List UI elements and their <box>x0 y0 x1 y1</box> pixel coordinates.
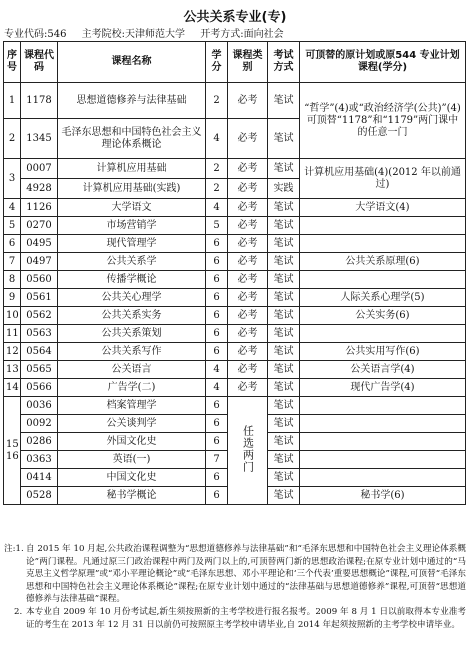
cell-replace: 公共实用写作(6) <box>300 343 466 361</box>
cell-credit: 6 <box>206 487 228 505</box>
cell-name: 公关谈判学 <box>58 415 206 433</box>
cell-exam: 笔试 <box>268 83 300 119</box>
cell-name: 市场营销学 <box>58 217 206 235</box>
header-row <box>4 42 466 83</box>
cell-code: 0563 <box>21 325 58 343</box>
cell-category: 必考 <box>228 289 268 307</box>
cell-credit: 2 <box>206 179 228 199</box>
cell-credit: 6 <box>206 415 228 433</box>
cell-category: 必考 <box>228 179 268 199</box>
cell-seq: 12 <box>4 343 21 361</box>
cell-seq: 11 <box>4 325 21 343</box>
cell-code: 0007 <box>21 159 58 179</box>
header-replace: 可顶替的原计划或原544 专业计划课程(学分) <box>300 42 466 83</box>
cell-category-elective <box>228 397 268 505</box>
cell-seq: 6 <box>4 235 21 253</box>
table-row <box>4 235 466 253</box>
cell-credit: 5 <box>206 217 228 235</box>
cell-name: 公共关心理学 <box>58 289 206 307</box>
cell-code: 0414 <box>21 469 58 487</box>
course-table <box>3 41 466 505</box>
cell-credit: 6 <box>206 397 228 415</box>
cell-credit: 7 <box>206 451 228 469</box>
cell-replace <box>300 235 466 253</box>
cell-replace <box>300 325 466 343</box>
cell-category: 必考 <box>228 235 268 253</box>
table-row <box>4 199 466 217</box>
exam-mode: 开考方式:面向社会 <box>200 29 284 40</box>
cell-code: 0286 <box>21 433 58 451</box>
cell-replace <box>300 397 466 415</box>
cell-code: 0562 <box>21 307 58 325</box>
cell-exam: 笔试 <box>268 325 300 343</box>
cell-category: 必考 <box>228 307 268 325</box>
cell-code: 0497 <box>21 253 58 271</box>
cell-name: 大学语文 <box>58 199 206 217</box>
cell-replace-merged: 计算机应用基础(4)(2012 年以前通过) <box>300 159 466 199</box>
cell-credit: 6 <box>206 271 228 289</box>
table-row <box>4 397 466 415</box>
table-row <box>4 361 466 379</box>
cell-exam: 笔试 <box>268 451 300 469</box>
cell-replace <box>300 451 466 469</box>
header-name: 课程名称 <box>58 42 206 83</box>
footnote-1 <box>4 543 466 606</box>
cell-code: 0566 <box>21 379 58 397</box>
cell-replace <box>300 433 466 451</box>
cell-exam: 笔试 <box>268 415 300 433</box>
cell-code: 1345 <box>21 119 58 159</box>
cell-name: 中国文化史 <box>58 469 206 487</box>
cell-credit: 2 <box>206 83 228 119</box>
cell-credit: 6 <box>206 289 228 307</box>
cell-credit: 4 <box>206 199 228 217</box>
cell-seq: 10 <box>4 307 21 325</box>
cell-replace <box>300 271 466 289</box>
cell-category: 必考 <box>228 325 268 343</box>
cell-name: 英语(一) <box>58 451 206 469</box>
header-seq: 序号 <box>4 42 21 83</box>
cell-replace: 公关语言学(4) <box>300 361 466 379</box>
header-exam: 考试方式 <box>268 42 300 83</box>
cell-name: 思想道德修养与法律基础 <box>58 83 206 119</box>
cell-code: 1126 <box>21 199 58 217</box>
cell-replace: 秘书学(6) <box>300 487 466 505</box>
header-code: 课程代码 <box>21 42 58 83</box>
table-row <box>4 83 466 119</box>
table-row <box>4 307 466 325</box>
footnote-1-text: 自 2015 年 10 月起,公共政治课程调整为“思想道德修养与法律基础”和“毛泽东思想和中国特色社会主义理论体系概论”两门课程。凡通过原三门政治课程中两门及两门以上的,可顶替两门新的思想政治课程;在原专业计划中通过的“马克思主义哲学原理”或“邓小平理论概论”或“毛泽东思想、邓小平理论和‘三个代表’重要思想概论”课程,可顶替“毛泽东思想和中国特色社会主义理论体系概论”课程;在原专业计划中通过的“法律基础与思想道德修养”课程,可顶替“思想道德修养与法律基础”课程。 <box>26 544 466 605</box>
cell-name: 公共关系实务 <box>58 307 206 325</box>
cell-credit: 6 <box>206 307 228 325</box>
cell-replace <box>300 469 466 487</box>
program-meta <box>4 25 296 40</box>
cell-name: 秘书学概论 <box>58 487 206 505</box>
cell-exam: 笔试 <box>268 235 300 253</box>
cell-exam: 实践 <box>268 179 300 199</box>
elective-label: 任选两门 <box>241 424 255 473</box>
cell-code: 0363 <box>21 451 58 469</box>
table-row <box>4 343 466 361</box>
cell-seq-group: 15 16 <box>4 397 21 505</box>
table-row <box>4 159 466 179</box>
cell-code: 0564 <box>21 343 58 361</box>
cell-code: 1178 <box>21 83 58 119</box>
cell-code: 0561 <box>21 289 58 307</box>
cell-seq: 13 <box>4 361 21 379</box>
cell-credit: 6 <box>206 343 228 361</box>
cell-code: 0036 <box>21 397 58 415</box>
table-row <box>4 379 466 397</box>
cell-name: 广告学(二) <box>58 379 206 397</box>
header-category: 课程类别 <box>228 42 268 83</box>
cell-category: 必考 <box>228 271 268 289</box>
header-credit: 学分 <box>206 42 228 83</box>
cell-exam: 笔试 <box>268 199 300 217</box>
cell-category: 必考 <box>228 119 268 159</box>
table-row <box>4 325 466 343</box>
footnote-2-number: 2. <box>14 606 23 617</box>
cell-category: 必考 <box>228 199 268 217</box>
table-row <box>4 217 466 235</box>
cell-exam: 笔试 <box>268 271 300 289</box>
cell-category: 必考 <box>228 159 268 179</box>
cell-category: 必考 <box>228 343 268 361</box>
cell-replace <box>300 415 466 433</box>
cell-category: 必考 <box>228 361 268 379</box>
cell-replace: 现代广告学(4) <box>300 379 466 397</box>
cell-exam: 笔试 <box>268 469 300 487</box>
cell-name: 公共关系学 <box>58 253 206 271</box>
cell-name: 公共关系策划 <box>58 325 206 343</box>
cell-seq: 7 <box>4 253 21 271</box>
footnote-2 <box>4 606 466 631</box>
cell-seq: 1 <box>4 83 21 119</box>
cell-replace: 大学语文(4) <box>300 199 466 217</box>
cell-code: 0495 <box>21 235 58 253</box>
cell-name: 计算机应用基础(实践) <box>58 179 206 199</box>
cell-exam: 笔试 <box>268 397 300 415</box>
cell-code: 0092 <box>21 415 58 433</box>
program-code: 专业代码:546 <box>4 29 67 40</box>
cell-name: 公关语言 <box>58 361 206 379</box>
cell-credit: 6 <box>206 433 228 451</box>
cell-exam: 笔试 <box>268 343 300 361</box>
notes-label: 注: <box>4 544 16 554</box>
footnotes <box>4 543 466 631</box>
cell-code: 0560 <box>21 271 58 289</box>
footnote-2-text: 本专业自 2009 年 10 月份考试起,新生须按照新的主考学校进行报名报考。2009 年 8 月 1 日以前取得本专业准考证的考生在 2013 年 12 月 31 日以前仍可按照原主考学校申请毕业,自 2014 年起须按照新的主考学校申请毕业。 <box>26 606 466 630</box>
cell-seq: 2 <box>4 119 21 159</box>
cell-credit: 6 <box>206 325 228 343</box>
cell-exam: 笔试 <box>268 119 300 159</box>
cell-seq: 4 <box>4 199 21 217</box>
cell-name: 传播学概论 <box>58 271 206 289</box>
cell-credit: 6 <box>206 469 228 487</box>
table-row <box>4 289 466 307</box>
cell-category: 必考 <box>228 253 268 271</box>
cell-name: 外国文化史 <box>58 433 206 451</box>
cell-code: 0270 <box>21 217 58 235</box>
cell-exam: 笔试 <box>268 379 300 397</box>
table-row <box>4 271 466 289</box>
cell-seq: 3 <box>4 159 21 199</box>
cell-exam: 笔试 <box>268 307 300 325</box>
cell-replace-merged: “哲学”(4)或“政治经济学(公共)”(4)可顶替“1178”和“1179”两门课中的任意一门 <box>300 83 466 159</box>
cell-exam: 笔试 <box>268 487 300 505</box>
cell-exam: 笔试 <box>268 433 300 451</box>
cell-code: 0565 <box>21 361 58 379</box>
page-title: 公共关系专业(专) <box>183 10 287 25</box>
cell-name: 计算机应用基础 <box>58 159 206 179</box>
cell-replace <box>300 217 466 235</box>
cell-category: 必考 <box>228 83 268 119</box>
cell-category: 必考 <box>228 379 268 397</box>
cell-credit: 4 <box>206 361 228 379</box>
cell-name: 毛泽东思想和中国特色社会主义理论体系概论 <box>58 119 206 159</box>
footnote-1-number: 1. <box>15 544 24 554</box>
cell-replace: 公关实务(6) <box>300 307 466 325</box>
cell-seq: 9 <box>4 289 21 307</box>
cell-name: 现代管理学 <box>58 235 206 253</box>
cell-exam: 笔试 <box>268 159 300 179</box>
cell-exam: 笔试 <box>268 217 300 235</box>
cell-credit: 4 <box>206 379 228 397</box>
cell-replace: 人际关系心理学(5) <box>300 289 466 307</box>
cell-credit: 6 <box>206 235 228 253</box>
cell-exam: 笔试 <box>268 253 300 271</box>
cell-exam: 笔试 <box>268 289 300 307</box>
cell-replace: 公共关系原理(6) <box>300 253 466 271</box>
exam-school: 主考院校:天津师范大学 <box>81 29 186 40</box>
cell-credit: 4 <box>206 119 228 159</box>
cell-category: 必考 <box>228 217 268 235</box>
cell-seq: 5 <box>4 217 21 235</box>
cell-code: 0528 <box>21 487 58 505</box>
cell-code: 4928 <box>21 179 58 199</box>
cell-exam: 笔试 <box>268 361 300 379</box>
cell-name: 档案管理学 <box>58 397 206 415</box>
cell-seq: 8 <box>4 271 21 289</box>
table-row <box>4 253 466 271</box>
cell-seq: 14 <box>4 379 21 397</box>
cell-credit: 6 <box>206 253 228 271</box>
cell-name: 公共关系写作 <box>58 343 206 361</box>
cell-credit: 2 <box>206 159 228 179</box>
